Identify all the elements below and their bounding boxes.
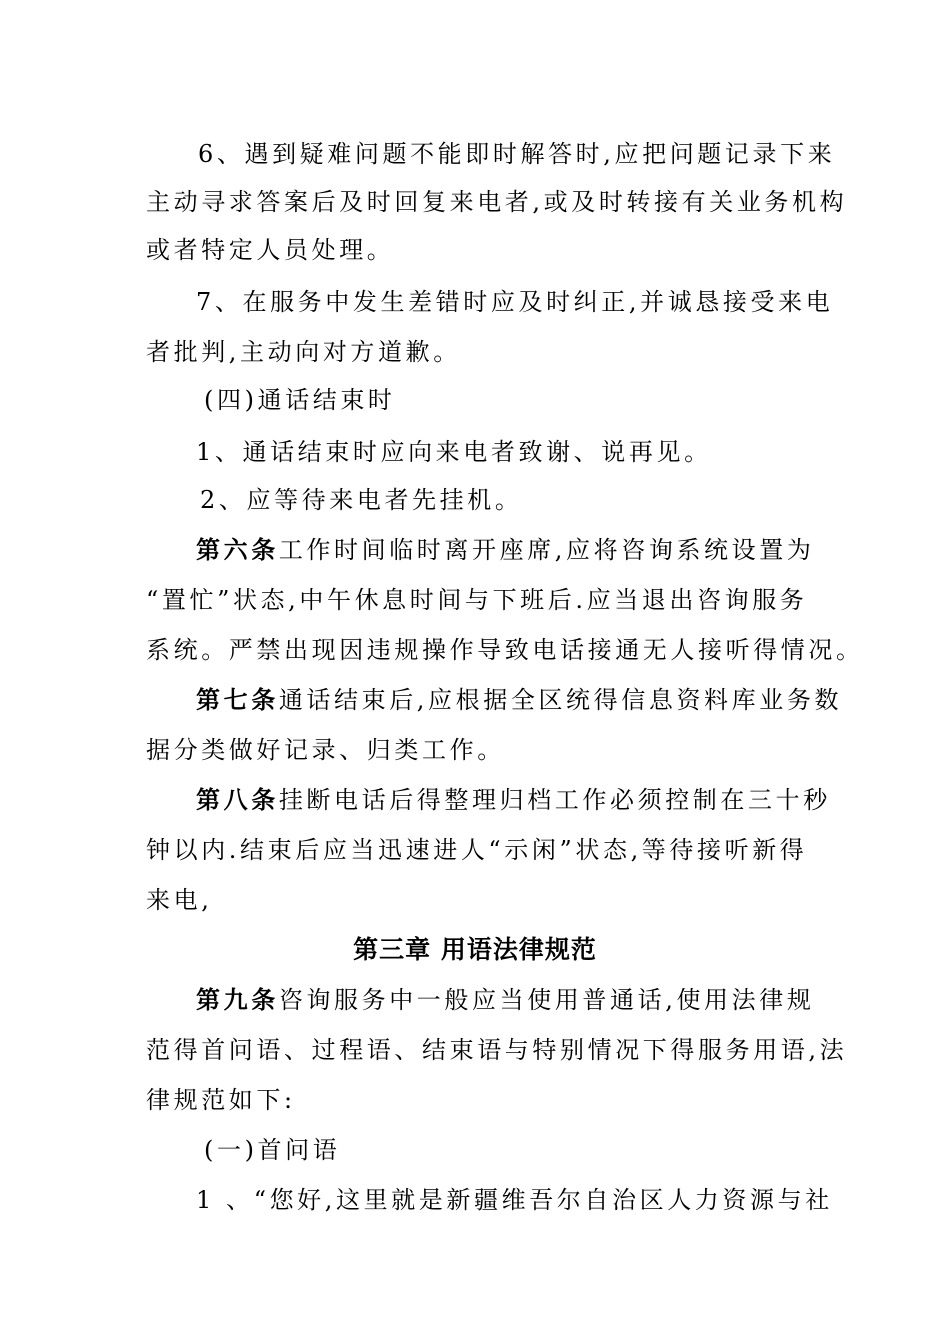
article-8-line-1	[196, 784, 866, 816]
paragraph-item-6-line-2: 主动寻求答案后及时回复来电者,或及时转接有关业务机构	[146, 188, 848, 216]
subsection-heading-first-greeting: (一)首问语	[204, 1136, 341, 1164]
article-9-line-1	[196, 984, 866, 1016]
article-6-text-1: 工作时间临时离开座席,应将咨询系统设置为	[278, 536, 815, 564]
article-9-line-2: 范得首问语、过程语、结束语与特别情况下得服务用语,法	[146, 1036, 848, 1064]
article-8-label: 第八条	[196, 785, 279, 814]
chapter-heading: 第三章 用语法律规范	[353, 935, 597, 964]
subsection-heading-call-end: (四)通话结束时	[204, 386, 396, 414]
article-6-line-1	[196, 534, 866, 566]
article-6-line-2: “置忙”状态,中午休息时间与下班后.应当退出咨询服务	[146, 586, 808, 614]
paragraph-item-6-line-1: 6、遇到疑难问题不能即时解答时,应把问题记录下来	[198, 140, 836, 168]
paragraph-item-7-line-1: 7、在服务中发生差错时应及时纠正,并诚恳接受来电	[196, 288, 834, 316]
article-8-line-3: 来电,	[146, 886, 213, 914]
list-item-1: 1、通话结束时应向来电者致谢、说再见。	[196, 438, 712, 466]
list-item-2: 2、应等待来电者先挂机。	[200, 486, 523, 514]
paragraph-item-6-line-3: 或者特定人员处理。	[146, 236, 395, 264]
article-8-line-2: 钟以内.结束后应当迅速进人“示闲”状态,等待接听新得	[146, 836, 808, 864]
article-8-text-1: 挂断电话后得整理归档工作必须控制在三十秒	[278, 786, 831, 814]
article-9-text-1: 咨询服务中一般应当使用普通话,使用法律规	[278, 986, 815, 1014]
article-7-label: 第七条	[196, 685, 279, 714]
paragraph-item-7-line-2: 者批判,主动向对方道歉。	[146, 338, 461, 366]
article-7-text-1: 通话结束后,应根据全区统得信息资料库业务数	[278, 686, 843, 714]
article-7-line-1	[196, 684, 866, 716]
article-9-line-3: 律规范如下:	[146, 1086, 296, 1114]
article-6-line-3: 系统。严禁出现因违规操作导致电话接通无人接听得情况。	[146, 636, 864, 664]
article-7-line-2: 据分类做好记录、归类工作。	[146, 736, 505, 764]
article-9-label: 第九条	[196, 985, 279, 1014]
greeting-item-1: 1 、“您好,这里就是新疆维吾尔自治区人力资源与社	[196, 1186, 833, 1214]
article-6-label: 第六条	[196, 535, 279, 564]
